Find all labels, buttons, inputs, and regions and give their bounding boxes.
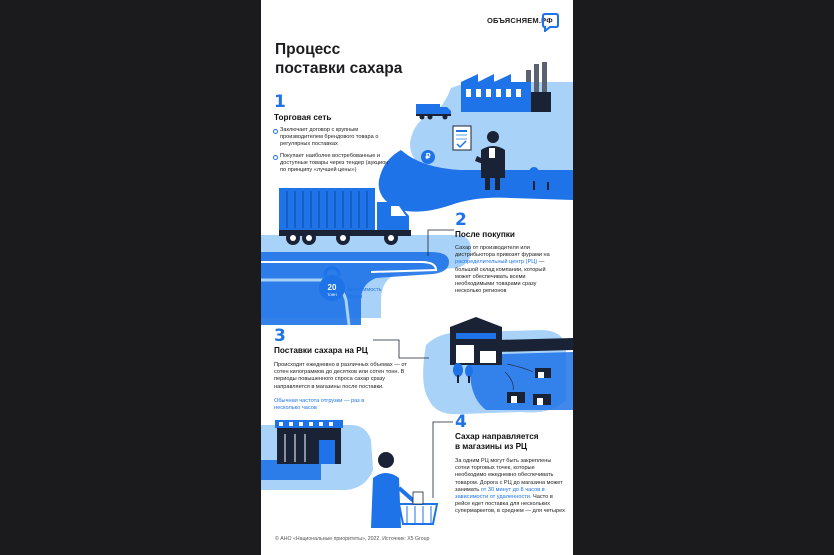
step-4-heading xyxy=(455,432,539,452)
title-line-1: Процесс xyxy=(275,41,341,58)
step-2-text-b: — большой склад компании, который может обеспечивать всеми необходимыми товарами сразу несколько регионов xyxy=(455,259,546,295)
step-3-number: 3 xyxy=(274,326,286,346)
title-line-2: поставки сахара xyxy=(275,60,403,77)
logo: ОБЪЯСНЯЕМ.РФ xyxy=(487,16,553,25)
step-1-bullet-1: Заключает договор с крупным производителем брендового товара о регулярных поставках xyxy=(280,127,395,149)
shopper-illustration xyxy=(361,448,441,528)
step-4-number: 4 xyxy=(455,412,467,432)
step-2-heading: После покупки xyxy=(455,230,515,239)
step-4-heading-line-1: Сахар направляется xyxy=(455,432,539,441)
step-3-connector-line xyxy=(371,338,431,360)
step-2-connector-line xyxy=(426,228,456,258)
weight-value: 20 xyxy=(327,283,337,292)
step-4-text xyxy=(455,458,567,516)
contract-document-icon xyxy=(452,125,472,151)
step-2-number: 2 xyxy=(455,210,467,230)
step-4-text-b: Часто в рейсе едет поставка для нескольких супермаркетов, в среднем — для четырех xyxy=(455,494,565,515)
infographic-sheet xyxy=(261,0,573,555)
step-1-heading: Торговая сеть xyxy=(274,113,332,122)
step-4-text-link: от 30 минут до 8 часов в зависимости от удаленности. xyxy=(455,486,545,501)
factory-illustration xyxy=(456,62,556,120)
warehouse-illustration xyxy=(446,315,506,367)
step-3-heading: Поставки сахара на РЦ xyxy=(274,346,368,355)
step-3-text: Происходят ежедневно в различных объемах — от сотен килограммов до десятков или сотен тонн. В периоды повышенного спроса сахар сразу направляется в магазины после поставки. xyxy=(274,362,407,390)
trees-illustration-2 xyxy=(451,362,475,384)
step-1-bullet-2: Покупает наиболее востребованные и доступные товары через тендер (аукцион по принципу «лучшей цены») xyxy=(280,153,395,175)
small-shops-illustration xyxy=(505,362,565,414)
step-4-heading-line-2: в магазины из РЦ xyxy=(455,442,528,451)
step-3-highlight: Обычная частота отгрузки — раз в несколько часов xyxy=(274,398,365,412)
businessman-illustration xyxy=(471,128,511,190)
big-truck-illustration xyxy=(279,188,414,248)
small-truck-icon xyxy=(416,102,452,120)
capacity-label: вместимость фуры xyxy=(348,287,382,301)
weight-unit: тонн xyxy=(327,292,337,297)
ruble-coin-icon: ₽ xyxy=(421,150,435,164)
store-illustration xyxy=(275,420,345,465)
trees-illustration xyxy=(526,165,558,191)
step-1-number: 1 xyxy=(274,92,286,112)
step-4-text-a: За одним РЦ могут быть закреплены сотни торговых точек, которые необходимо ежедневно обеспечивать товаром. Дорога с РЦ до магазина может занимать xyxy=(455,458,563,493)
step-2-text-a: Сахар от производителя или дистрибьютора привозят фурами на xyxy=(455,245,550,259)
footer-source: © АНО «Национальные приоритеты», 2022. Источник: X5 Group xyxy=(275,536,430,542)
step-2-text xyxy=(455,245,563,295)
step-2-text-link: распределительный центр (РЦ) xyxy=(455,259,538,266)
